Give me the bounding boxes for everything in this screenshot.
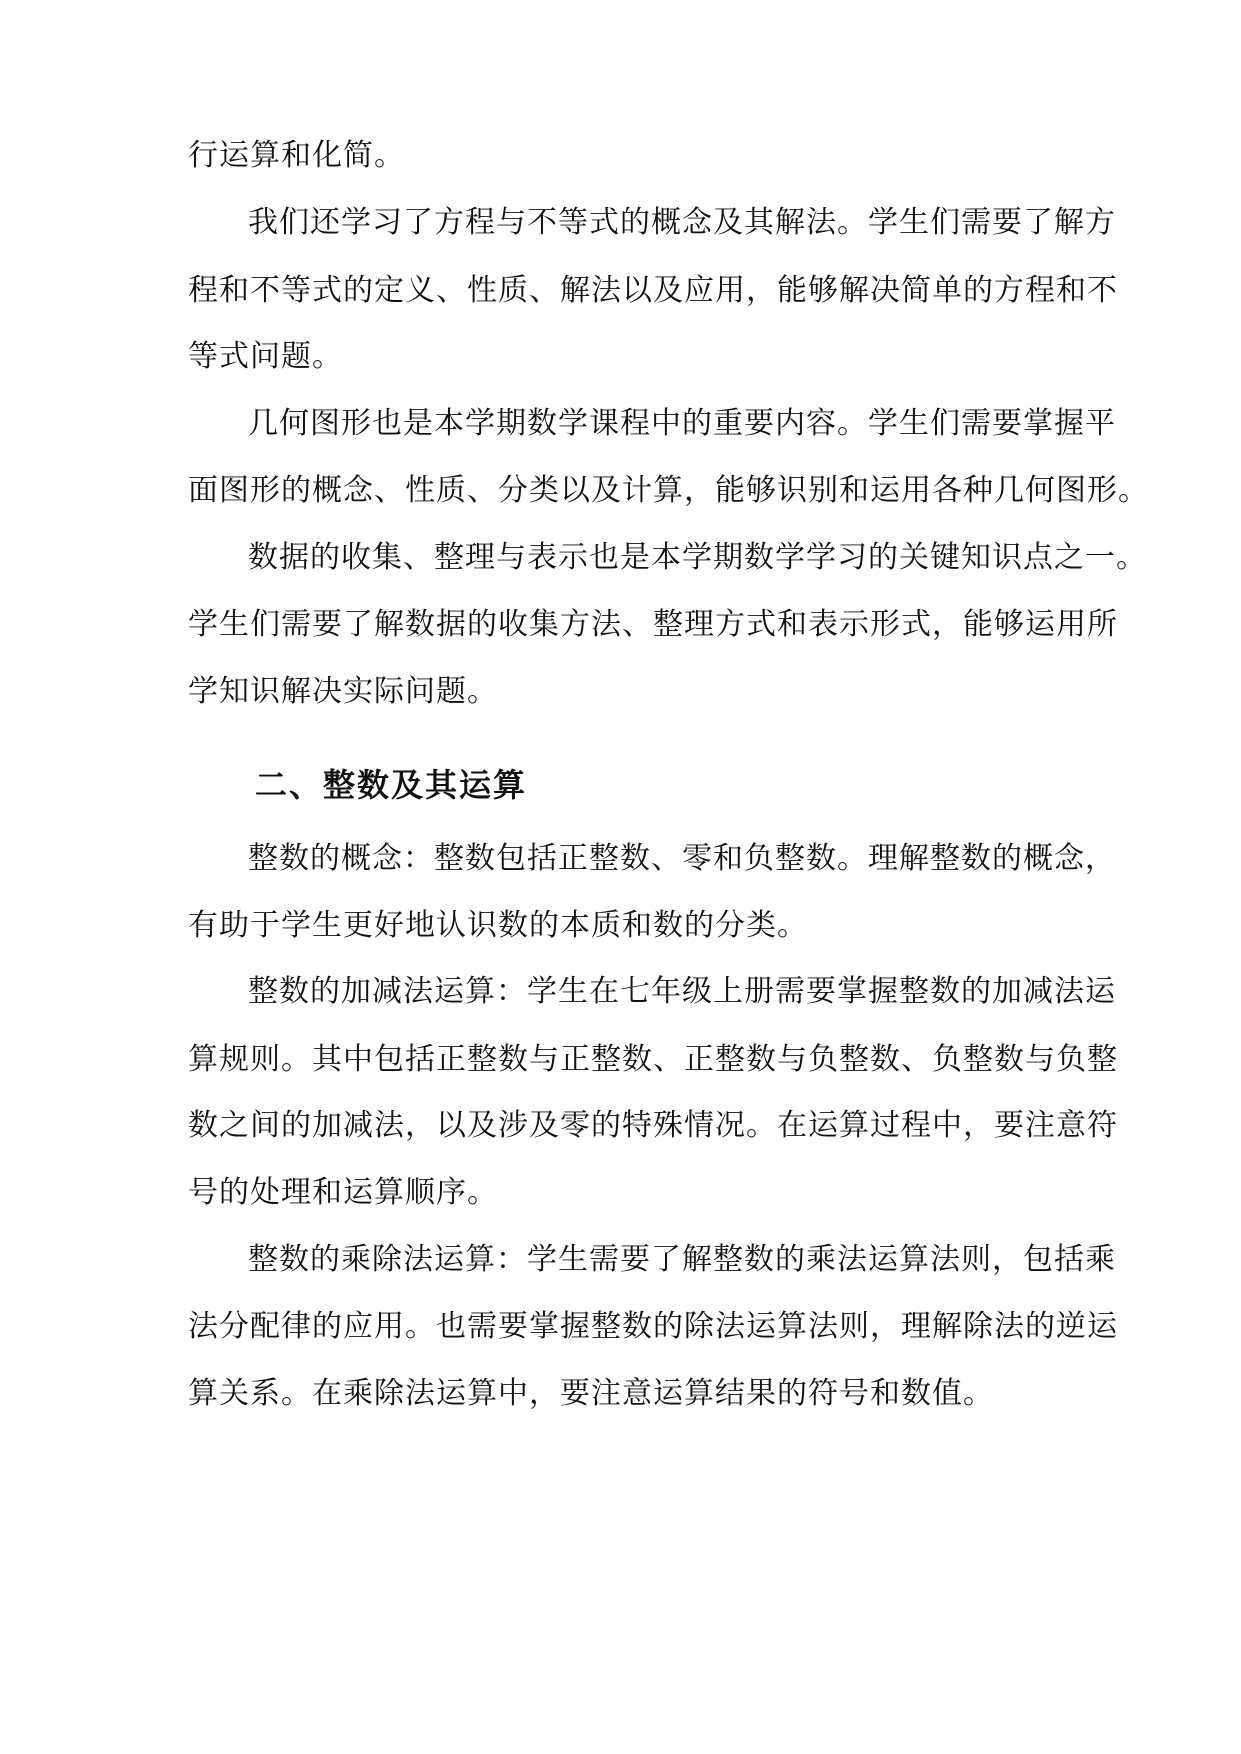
text-line: 几何图形也是本学期数学课程中的重要内容。学生们需要掌握平: [248, 406, 1116, 441]
text-line: 数之间的加减法，以及涉及零的特殊情况。在运算过程中，要注意符: [188, 1108, 1118, 1143]
text-line: 整数的加减法运算：学生在七年级上册需要掌握整数的加减法运: [248, 974, 1116, 1009]
text-line: 有助于学生更好地认识数的本质和数的分类。: [188, 908, 808, 943]
text-line: 整数的乘除法运算：学生需要了解整数的乘法运算法则，包括乘: [248, 1242, 1116, 1277]
text-line: 算规则。其中包括正整数与正整数、正整数与负整数、负整数与负整: [188, 1042, 1118, 1077]
text-line: 数据的收集、整理与表示也是本学期数学学习的关键知识点之一。: [248, 540, 1147, 575]
text-line: 学生们需要了解数据的收集方法、整理方式和表示形式，能够运用所: [188, 607, 1118, 642]
text-line: 我们还学习了方程与不等式的概念及其解法。学生们需要了解方: [248, 205, 1116, 240]
text-line: 法分配律的应用。也需要掌握整数的除法运算法则，理解除法的逆运: [188, 1309, 1118, 1344]
text-line: 行运算和化简。: [188, 138, 405, 173]
text-line: 学知识解决实际问题。: [188, 674, 498, 709]
text-line: 算关系。在乘除法运算中，要注意运算结果的符号和数值。: [188, 1376, 994, 1411]
section-heading: 二、整数及其运算: [255, 766, 528, 804]
text-line: 号的处理和运算顺序。: [188, 1175, 498, 1210]
text-line: 程和不等式的定义、性质、解法以及应用，能够解决简单的方程和不: [188, 273, 1118, 308]
text-line: 等式问题。: [188, 339, 343, 374]
text-line: 整数的概念：整数包括正整数、零和负整数。理解整数的概念，: [248, 841, 1116, 876]
text-line: 面图形的概念、性质、分类以及计算，能够识别和运用各种几何图形。: [188, 473, 1149, 508]
